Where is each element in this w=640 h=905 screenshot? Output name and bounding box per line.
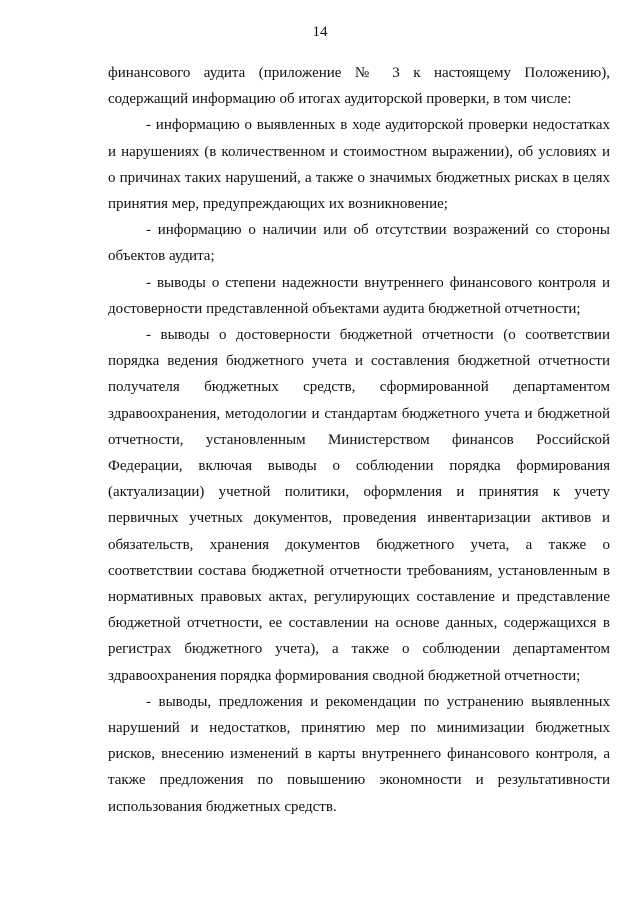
text-line: рисков, внесению изменений в карты внутреннего финансового контроля, а [108,746,610,763]
text-line: регистрах бюджетного учета), а также о соблюдении департаментом [108,641,610,658]
text-line: (актуализации) учетной политики, оформления и принятия к учету [108,484,610,501]
text-line: порядка ведения бюджетного учета и составления бюджетной отчетности [108,353,610,370]
text-line: содержащий информацию об итогах аудиторской проверки, в том числе: [108,91,572,108]
page-number: 14 [312,24,328,40]
text-line: - информацию о выявленных в ходе аудиторской проверки недостатках [146,117,610,134]
text-line: использования бюджетных средств. [108,798,337,815]
text-line: соответствии состава бюджетной отчетности требованиям, установленным в [108,562,610,579]
text-line: нормативных правовых актах, регулирующих составление и представление [108,589,610,605]
text-line: достоверности представленной объектами аудита бюджетной отчетности; [108,300,581,317]
text-line: о причинах таких нарушений, а также о значимых бюджетных рисках в целях [108,169,610,186]
text-line: Федерации, включая выводы о соблюдении порядка формирования [108,458,610,474]
text-line: принятия мер, предупреждающих их возникновение; [108,196,448,212]
text-line: нарушений и недостатков, принятию мер по минимизации бюджетных [108,720,610,736]
text-line: - информацию о наличии или об отсутствии возражений со стороны [146,222,610,239]
text-line: - выводы, предложения и рекомендации по устранению выявленных [146,693,610,710]
text-line: получателя бюджетных средств, сформированной департаментом [108,379,610,396]
text-line: финансового аудита (приложение № 3 к настоящему Положению), [108,65,610,81]
text-line: бюджетной отчетности, ее составлении на основе данных, содержащихся в [108,615,610,632]
text-line: здравоохранения порядка формирования сводной бюджетной отчетности; [108,667,581,684]
text-line: - выводы о достоверности бюджетной отчетности (о соответствии [146,327,610,343]
text-line: также предложения по повышению экономности и результативности [108,772,610,789]
text-line: здравоохранения, методологии и стандартам бюджетного учета и бюджетной [108,405,610,422]
text-line: отчетности, установленным Министерством финансов Российской [108,431,610,448]
text-line: - выводы о степени надежности внутреннего финансового контроля и [146,274,610,291]
text-line: объектов аудита; [108,248,215,265]
text-line: обязательств, хранения документов бюджетного учета, а также о [108,536,610,553]
text-line: первичных учетных документов, проведения инвентаризации активов и [108,510,610,527]
text-line: и нарушениях (в количественном и стоимостном выражении), об условиях и [108,143,610,160]
